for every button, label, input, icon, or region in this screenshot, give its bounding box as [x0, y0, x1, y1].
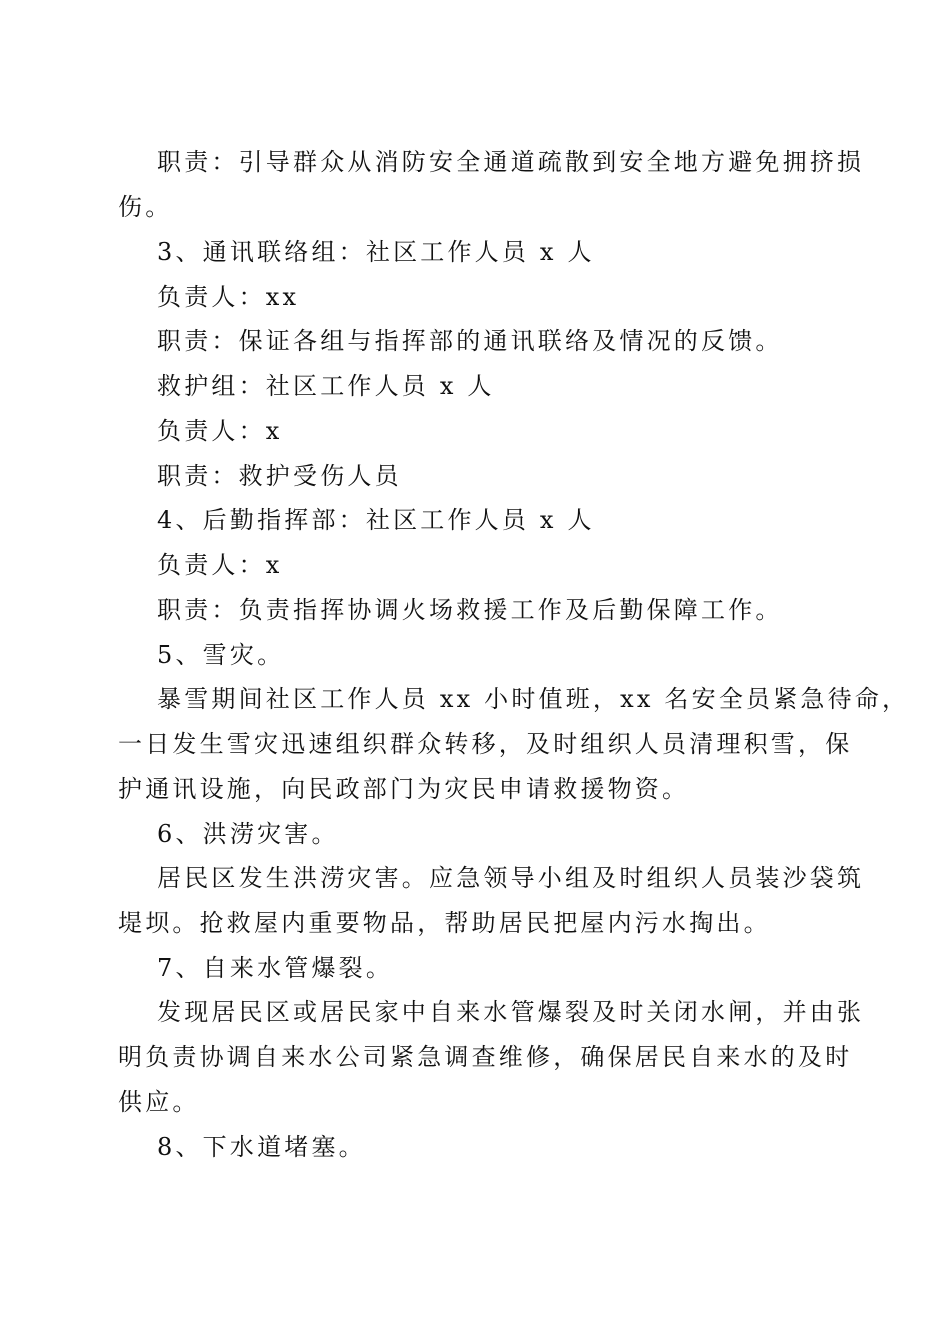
- duty-evacuation-line-2: 伤。: [118, 193, 173, 221]
- water-pipe-paragraph-line-1: 发现居民区或居民家中自来水管爆裂及时关闭水闸，并由张: [157, 998, 865, 1026]
- water-pipe-paragraph-line-3: 供应。: [118, 1088, 200, 1116]
- rescue-duty: 职责：救护受伤人员: [157, 462, 402, 490]
- logistics-duty: 职责：负责指挥协调火场救援工作及后勤保障工作。: [157, 596, 783, 624]
- communication-duty: 职责：保证各组与指挥部的通讯联络及情况的反馈。: [157, 327, 783, 355]
- section-heading-rescue: 救护组：社区工作人员 x 人: [157, 372, 495, 400]
- snow-paragraph-line-3: 护通讯设施，向民政部门为灾民申请救援物资。: [118, 775, 690, 803]
- communication-leader: 负责人：xx: [157, 283, 300, 311]
- flood-paragraph-line-1: 居民区发生洪涝灾害。应急领导小组及时组织人员装沙袋筑: [157, 864, 865, 892]
- snow-paragraph-line-1: 暴雪期间社区工作人员 xx 小时值班，xx 名安全员紧急待命，: [157, 685, 910, 713]
- rescue-leader: 负责人：x: [157, 417, 283, 445]
- section-heading-communication: 3、通讯联络组：社区工作人员 x 人: [157, 238, 595, 266]
- section-heading-flood: 6、洪涝灾害。: [157, 820, 339, 848]
- section-heading-sewer: 8、下水道堵塞。: [157, 1133, 366, 1161]
- section-heading-logistics: 4、后勤指挥部：社区工作人员 x 人: [157, 506, 595, 534]
- water-pipe-paragraph-line-2: 明负责协调自来水公司紧急调查维修，确保居民自来水的及时: [118, 1043, 853, 1071]
- section-heading-snow: 5、雪灾。: [157, 641, 285, 669]
- duty-evacuation-line-1: 职责：引导群众从消防安全通道疏散到安全地方避免拥挤损: [157, 148, 865, 176]
- logistics-leader: 负责人：x: [157, 551, 283, 579]
- snow-paragraph-line-2: 一日发生雪灾迅速组织群众转移，及时组织人员清理积雪，保: [118, 730, 853, 758]
- section-heading-water-pipe: 7、自来水管爆裂。: [157, 954, 394, 982]
- flood-paragraph-line-2: 堤坝。抢救屋内重要物品，帮助居民把屋内污水掏出。: [118, 909, 771, 937]
